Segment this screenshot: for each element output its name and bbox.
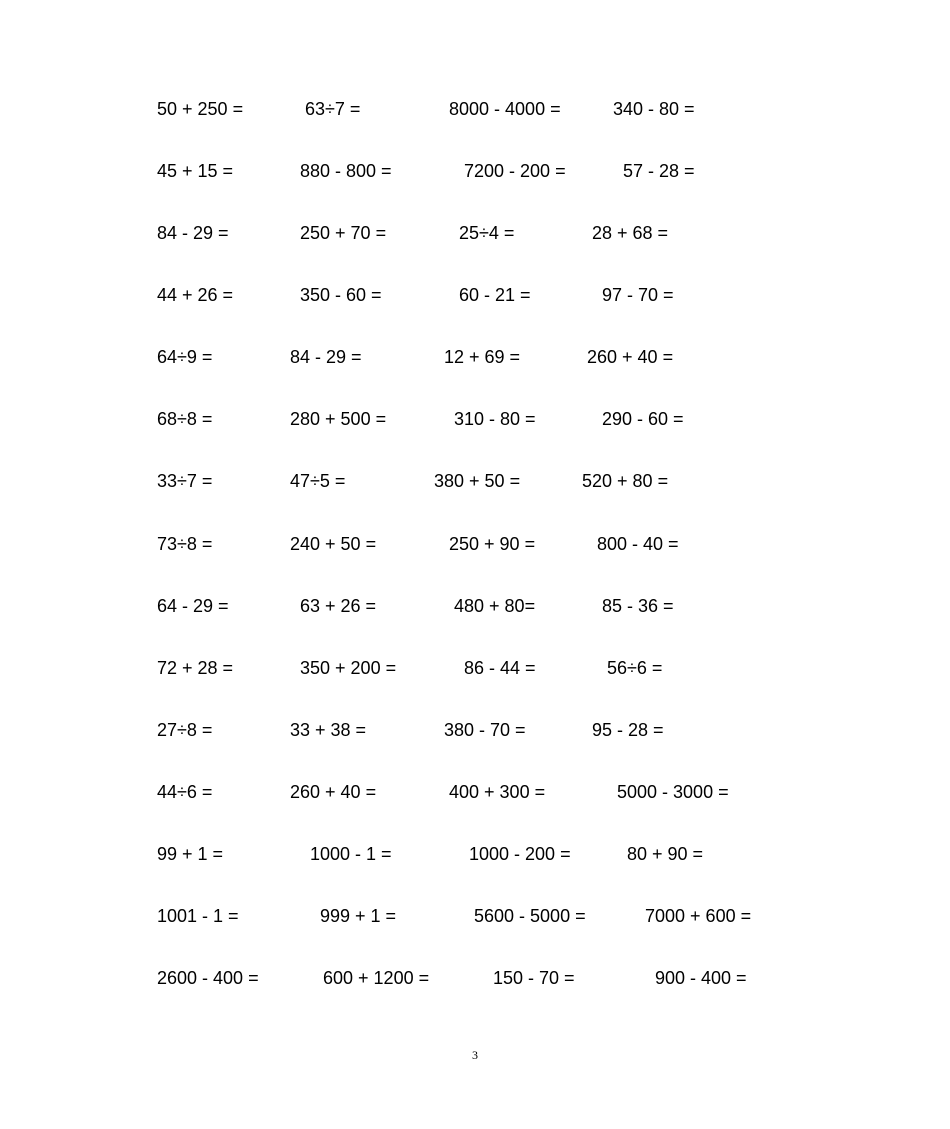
- math-problem: 12 + 69 =: [444, 347, 521, 367]
- math-problem: 7000 + 600 =: [645, 906, 752, 926]
- math-problem: 350 + 200 =: [300, 658, 397, 678]
- problem-row: [0, 283, 950, 307]
- math-problem: 150 - 70 =: [493, 968, 575, 988]
- math-problem: 84 - 29 =: [157, 223, 229, 243]
- problem-row: [0, 842, 950, 866]
- math-problem: 63 + 26 =: [300, 596, 377, 616]
- problem-row: [0, 594, 950, 618]
- math-problem: 33÷7 =: [157, 471, 213, 491]
- math-problem: 999 + 1 =: [320, 906, 397, 926]
- math-problem: 28 + 68 =: [592, 223, 669, 243]
- math-problem: 56÷6 =: [607, 658, 663, 678]
- math-problem: 380 - 70 =: [444, 720, 526, 740]
- math-problem: 240 + 50 =: [290, 534, 377, 554]
- math-problem: 97 - 70 =: [602, 285, 674, 305]
- problem-row: [0, 718, 950, 742]
- math-problem: 57 - 28 =: [623, 161, 695, 181]
- math-problem: 27÷8 =: [157, 720, 213, 740]
- math-problem: 480 + 80=: [454, 596, 536, 616]
- math-problem: 800 - 40 =: [597, 534, 679, 554]
- math-problem: 68÷8 =: [157, 409, 213, 429]
- math-problem: 280 + 500 =: [290, 409, 387, 429]
- math-problem: 1001 - 1 =: [157, 906, 239, 926]
- math-problem: 290 - 60 =: [602, 409, 684, 429]
- problem-row: [0, 97, 950, 121]
- math-problem: 600 + 1200 =: [323, 968, 430, 988]
- math-problem: 350 - 60 =: [300, 285, 382, 305]
- math-problem: 44÷6 =: [157, 782, 213, 802]
- math-problem: 8000 - 4000 =: [449, 99, 561, 119]
- math-problem: 99 + 1 =: [157, 844, 224, 864]
- problem-row: [0, 159, 950, 183]
- math-problem: 33 + 38 =: [290, 720, 367, 740]
- math-problem: 7200 - 200 =: [464, 161, 566, 181]
- math-problem: 47÷5 =: [290, 471, 346, 491]
- math-problem: 85 - 36 =: [602, 596, 674, 616]
- math-problem: 5600 - 5000 =: [474, 906, 586, 926]
- problem-row: [0, 780, 950, 804]
- math-problem: 260 + 40 =: [587, 347, 674, 367]
- problem-row: [0, 532, 950, 556]
- math-problem: 84 - 29 =: [290, 347, 362, 367]
- math-problem: 310 - 80 =: [454, 409, 536, 429]
- math-problem: 5000 - 3000 =: [617, 782, 729, 802]
- math-problem: 95 - 28 =: [592, 720, 664, 740]
- problem-row: [0, 345, 950, 369]
- problem-row: [0, 904, 950, 928]
- math-problem: 64 - 29 =: [157, 596, 229, 616]
- math-problem: 260 + 40 =: [290, 782, 377, 802]
- math-problem: 380 + 50 =: [434, 471, 521, 491]
- problem-row: [0, 966, 950, 990]
- math-problem: 80 + 90 =: [627, 844, 704, 864]
- problem-row: [0, 656, 950, 680]
- math-problem: 1000 - 200 =: [469, 844, 571, 864]
- math-problem: 72 + 28 =: [157, 658, 234, 678]
- math-problem: 880 - 800 =: [300, 161, 392, 181]
- math-problem: 250 + 90 =: [449, 534, 536, 554]
- math-problem: 520 + 80 =: [582, 471, 669, 491]
- math-problem: 50 + 250 =: [157, 99, 244, 119]
- math-problem: 25÷4 =: [459, 223, 515, 243]
- math-problem: 900 - 400 =: [655, 968, 747, 988]
- math-problem: 60 - 21 =: [459, 285, 531, 305]
- problem-row: [0, 407, 950, 431]
- math-problem: 73÷8 =: [157, 534, 213, 554]
- math-problem: 45 + 15 =: [157, 161, 234, 181]
- math-problem: 340 - 80 =: [613, 99, 695, 119]
- math-problem: 63÷7 =: [305, 99, 361, 119]
- math-problem: 400 + 300 =: [449, 782, 546, 802]
- problem-row: [0, 221, 950, 245]
- math-problem: 1000 - 1 =: [310, 844, 392, 864]
- page-number: 3: [472, 1048, 478, 1062]
- math-problem: 86 - 44 =: [464, 658, 536, 678]
- math-problem: 64÷9 =: [157, 347, 213, 367]
- problem-row: [0, 469, 950, 493]
- math-problem: 2600 - 400 =: [157, 968, 259, 988]
- math-problem: 250 + 70 =: [300, 223, 387, 243]
- math-problem: 44 + 26 =: [157, 285, 234, 305]
